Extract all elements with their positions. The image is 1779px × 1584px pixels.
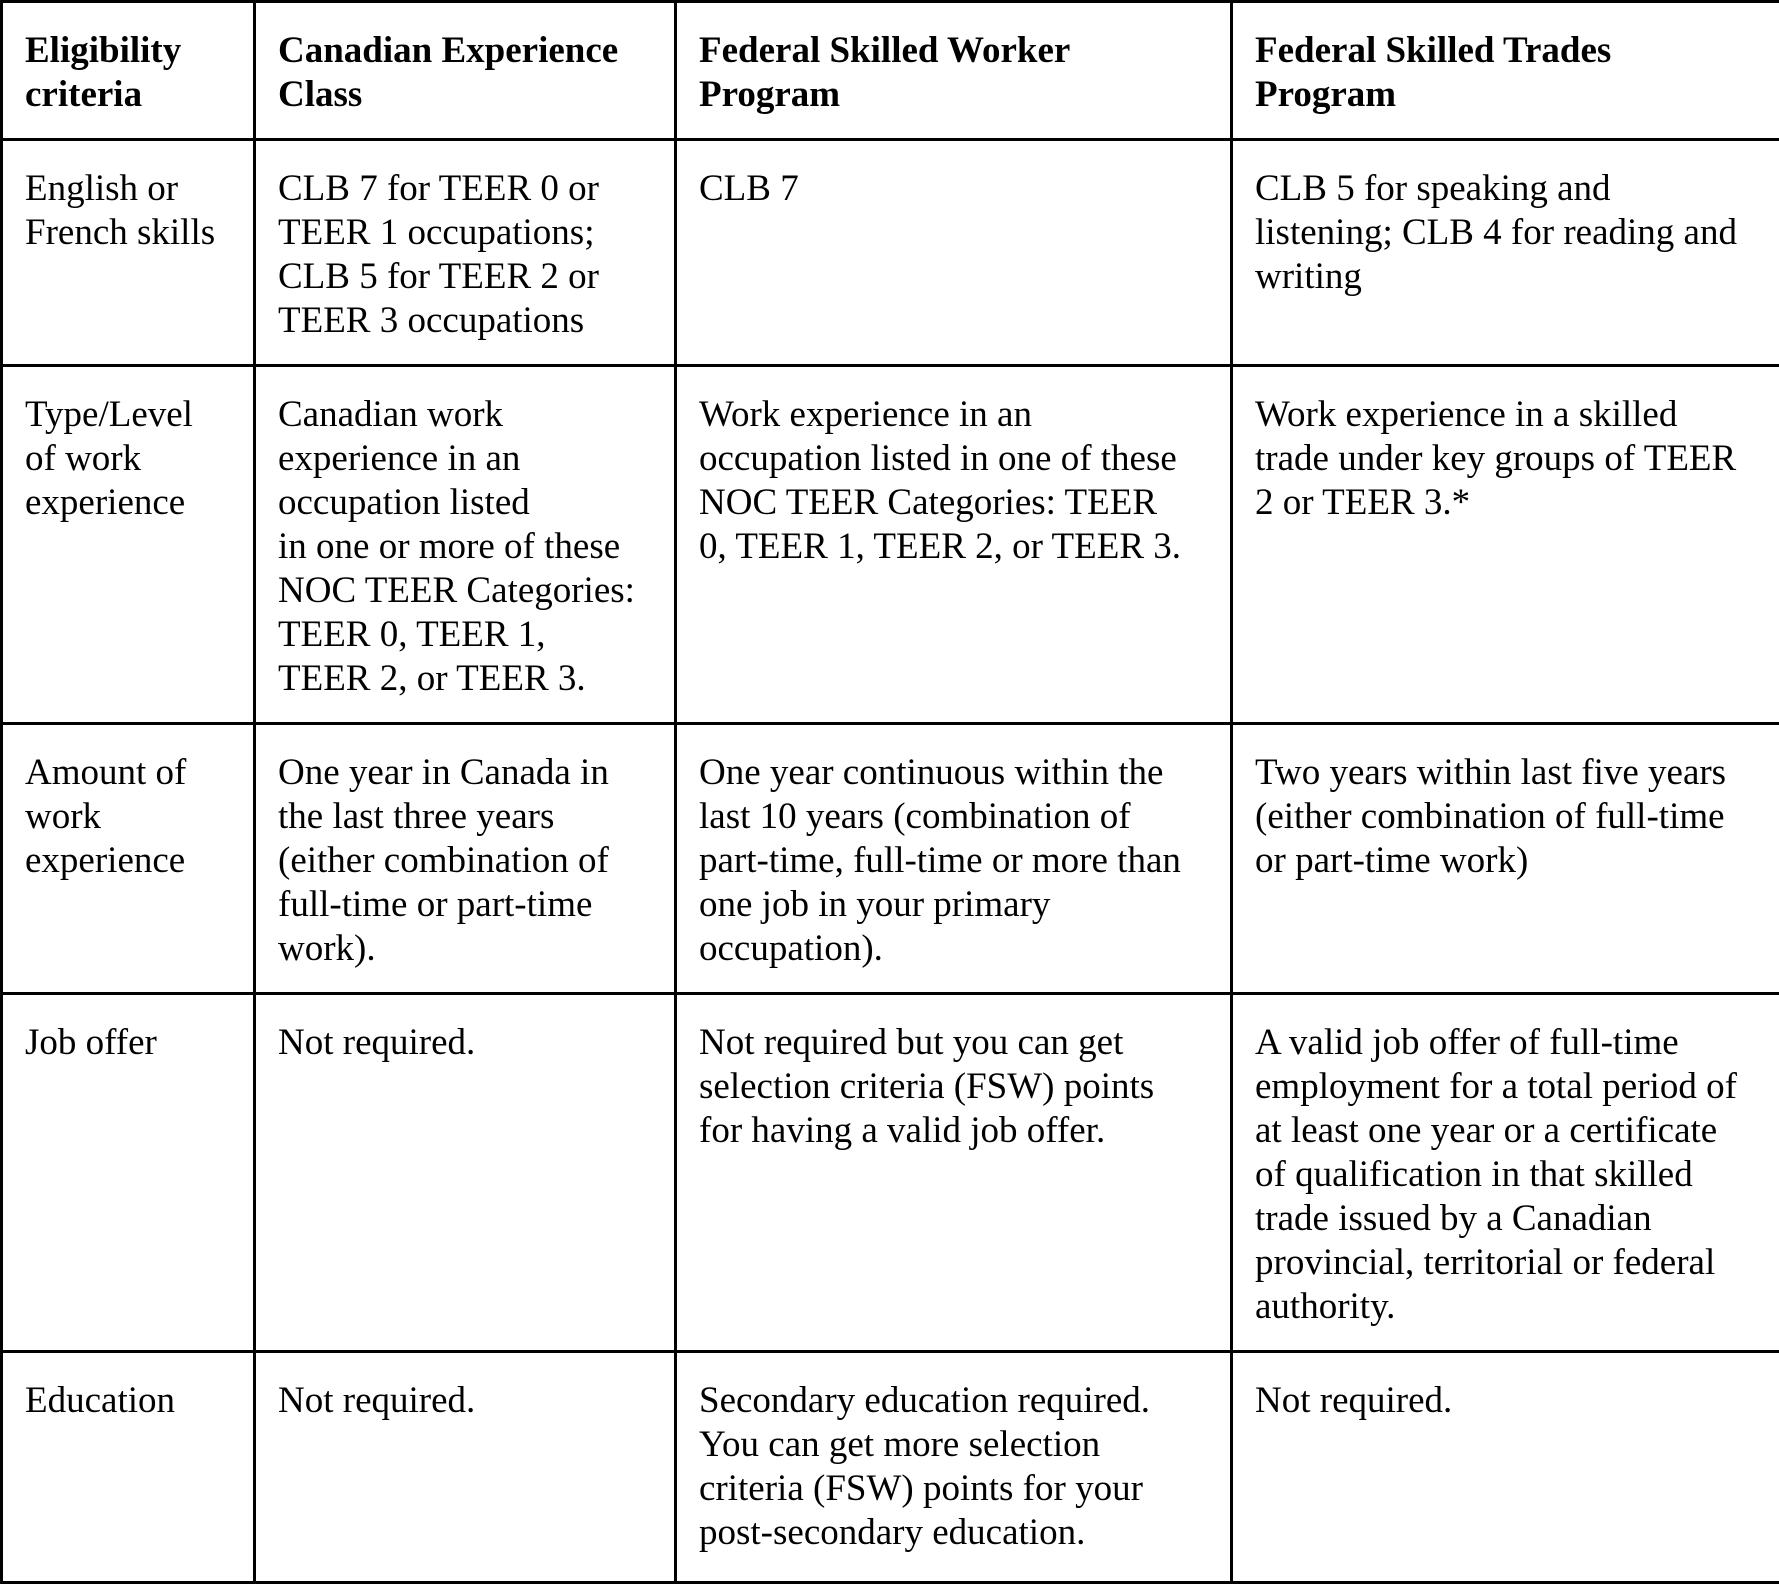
table-row-education [2, 1352, 1779, 1583]
table-row-language-skills [2, 140, 1779, 366]
row-label-cell: Amount of work experience [2, 724, 255, 994]
fsw-cell: CLB 7 [676, 140, 1232, 366]
fsw-cell: Not required but you can get selection criteria (FSW) points for having a valid job offer. [676, 994, 1232, 1352]
table-row-job-offer [2, 994, 1779, 1352]
row-label-cell: English or French skills [2, 140, 255, 366]
row-label-cell: Type/Level of work experience [2, 366, 255, 724]
header-eligibility-criteria: Eligibility criteria [2, 2, 255, 140]
header-federal-skilled-worker-program: Federal Skilled Worker Program [676, 2, 1232, 140]
fsw-cell: One year continuous within the last 10 years (combination of part-time, full-time or more than one job in your primary occupation). [676, 724, 1232, 994]
row-label-cell: Education [2, 1352, 255, 1583]
fst-cell: Not required. [1232, 1352, 1779, 1583]
cec-cell: CLB 7 for TEER 0 or TEER 1 occupations; CLB 5 for TEER 2 or TEER 3 occupations [255, 140, 676, 366]
table-row-work-experience-type [2, 366, 1779, 724]
cec-cell: One year in Canada in the last three years (either combination of full-time or part-time work). [255, 724, 676, 994]
fsw-cell: Secondary education required. You can get more selection criteria (FSW) points for your post-secondary education. [676, 1352, 1232, 1583]
header-federal-skilled-trades-program: Federal Skilled Trades Program [1232, 2, 1779, 140]
row-label-cell: Job offer [2, 994, 255, 1352]
cec-cell: Not required. [255, 994, 676, 1352]
fsw-cell: Work experience in an occupation listed in one of these NOC TEER Categories: TEER 0, TEER 1, TEER 2, or TEER 3. [676, 366, 1232, 724]
cec-cell: Not required. [255, 1352, 676, 1583]
cec-cell: Canadian work experience in an occupation listed in one or more of these NOC TEER Categories: TEER 0, TEER 1, TEER 2, or TEER 3. [255, 366, 676, 724]
fst-cell: Work experience in a skilled trade under key groups of TEER 2 or TEER 3.* [1232, 366, 1779, 724]
table-header-row [2, 2, 1779, 140]
fst-cell: Two years within last five years (either combination of full-time or part-time work) [1232, 724, 1779, 994]
fst-cell: CLB 5 for speaking and listening; CLB 4 for reading and writing [1232, 140, 1779, 366]
table-row-work-experience-amount [2, 724, 1779, 994]
header-canadian-experience-class: Canadian Experience Class [255, 2, 676, 140]
fst-cell: A valid job offer of full-time employment for a total period of at least one year or a certificate of qualification in that skilled trade issued by a Canadian provincial, territorial or federal authority. [1232, 994, 1779, 1352]
